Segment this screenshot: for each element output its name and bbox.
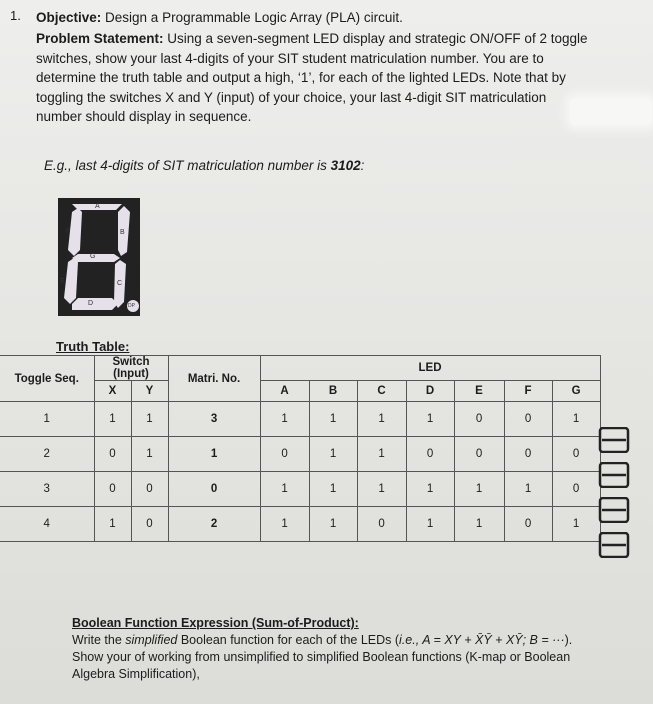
problem-line-3: determine the truth table and output a high, ‘1’, for each of the lighted LEDs. Note that by — [36, 70, 566, 85]
cell-matri: 0 — [168, 472, 260, 507]
header-led-d: D — [406, 381, 454, 402]
sketched-digit-1 — [598, 427, 630, 453]
seven-segment-display — [58, 198, 140, 316]
label-g: G — [90, 253, 96, 260]
problem-line-4: toggling the switches X and Y (input) of your choice, your last 4-digit SIT matriculation — [36, 89, 547, 105]
example-suffix: : — [360, 158, 365, 173]
cell-led-c: 0 — [357, 507, 406, 542]
cell-led-c: 1 — [357, 402, 406, 437]
cell-matri: 2 — [168, 507, 260, 542]
cell-led-a: 1 — [260, 402, 309, 437]
boolean-line1-em: simplified — [125, 633, 178, 647]
cell-led-d: 1 — [406, 507, 454, 542]
label-a: A — [95, 203, 100, 210]
header-switch: Switch (Input) — [94, 356, 168, 381]
problem-label: Problem Statement: — [36, 31, 164, 46]
boolean-line1-prefix: Write the — [72, 633, 126, 647]
cell-seq: 3 — [0, 472, 94, 507]
header-led-f: F — [504, 381, 552, 402]
table-row — [0, 402, 600, 437]
boolean-line1-end: ). — [564, 633, 573, 647]
objective — [36, 8, 636, 27]
cell-led-g: 0 — [552, 437, 600, 472]
cell-seq: 4 — [0, 507, 94, 542]
problem-statement — [36, 29, 636, 127]
label-c: C — [117, 280, 123, 287]
cell-led-f: 1 — [504, 472, 552, 507]
label-dp: DP — [128, 303, 135, 309]
table-row — [0, 437, 600, 472]
cell-x: 1 — [94, 402, 131, 437]
table-row — [0, 472, 600, 507]
table-row — [0, 507, 600, 542]
sketched-digit-4 — [598, 532, 630, 558]
cell-seq: 2 — [0, 437, 94, 472]
cell-led-b: 1 — [309, 402, 357, 437]
cell-y: 1 — [131, 437, 168, 472]
segment-g — [72, 254, 120, 262]
cell-led-g: 0 — [552, 472, 600, 507]
problem-line-1: Using a seven-segment LED display and strategic ON/OFF of 2 toggle — [163, 31, 588, 46]
truth-table — [0, 355, 601, 542]
cell-led-e: 0 — [454, 437, 504, 472]
cell-led-g: 1 — [552, 507, 600, 542]
cell-led-a: 1 — [260, 507, 309, 542]
truth-table-title: Truth Table: — [56, 339, 130, 354]
cell-y: 1 — [131, 402, 168, 437]
cell-led-f: 0 — [504, 402, 552, 437]
header-led-a: A — [260, 381, 309, 402]
header-toggle-seq: Toggle Seq. — [0, 356, 94, 402]
header-matri-no: Matri. No. — [168, 356, 260, 402]
boolean-example: i.e., A = XY + X̄Ȳ + XȲ; B = ··· — [399, 633, 565, 647]
label-d: D — [88, 300, 94, 307]
label-f: F — [66, 228, 71, 235]
problem-line-5: number should display in sequence. — [36, 109, 252, 124]
boolean-instructions — [72, 632, 652, 683]
redacted-area — [570, 98, 652, 125]
question-number: 1. — [10, 8, 21, 23]
header-led-e: E — [454, 381, 504, 402]
cell-matri: 3 — [168, 402, 260, 437]
boolean-line-3: Algebra Simplification), — [72, 667, 200, 681]
header-led-b: B — [309, 381, 357, 402]
cell-led-d: 0 — [406, 437, 454, 472]
cell-led-b: 1 — [309, 472, 357, 507]
cell-led-a: 1 — [260, 472, 309, 507]
header-led-c: C — [357, 381, 406, 402]
cell-led-a: 0 — [260, 437, 309, 472]
seven-segment-graphic — [58, 198, 140, 316]
boolean-title: Boolean Function Expression (Sum-of-Product): — [72, 616, 359, 630]
example-text — [44, 158, 364, 173]
sketched-digit-2 — [598, 462, 630, 488]
cell-matri: 1 — [168, 437, 260, 472]
boolean-line-2: Show your of working from unsimplified to simplified Boolean functions (K-map or Boolean — [72, 650, 571, 664]
objective-label: Objective: — [36, 10, 102, 25]
objective-text: Design a Programmable Logic Array (PLA) circuit. — [101, 10, 403, 25]
header-y: Y — [131, 381, 168, 402]
cell-led-b: 1 — [309, 437, 357, 472]
header-led: LED — [260, 356, 600, 381]
cell-y: 0 — [131, 507, 168, 542]
boolean-line1-suffix: Boolean function for each of the LEDs ( — [177, 633, 400, 647]
cell-led-e: 0 — [454, 402, 504, 437]
cell-led-e: 1 — [454, 507, 504, 542]
cell-led-d: 1 — [406, 402, 454, 437]
cell-led-f: 0 — [504, 507, 552, 542]
cell-x: 0 — [94, 472, 131, 507]
label-b: B — [120, 229, 125, 236]
cell-led-g: 1 — [552, 402, 600, 437]
cell-led-d: 1 — [406, 472, 454, 507]
cell-led-c: 1 — [357, 437, 406, 472]
segment-d — [72, 298, 118, 310]
header-led-g: G — [552, 381, 600, 402]
cell-seq: 1 — [0, 402, 94, 437]
cell-led-f: 0 — [504, 437, 552, 472]
example-number: 3102 — [330, 158, 361, 173]
cell-led-e: 1 — [454, 472, 504, 507]
cell-led-c: 1 — [357, 472, 406, 507]
cell-led-b: 1 — [309, 507, 357, 542]
cell-y: 0 — [131, 472, 168, 507]
header-x: X — [94, 381, 131, 402]
sketched-digit-3 — [598, 497, 630, 523]
example-prefix: E.g., last 4-digits of SIT matriculation number is — [44, 158, 331, 173]
sketched-digits — [598, 427, 634, 567]
problem-line-2: switches, show your last 4-digits of your SIT student matriculation number. You are to — [36, 50, 544, 66]
label-e: E — [60, 278, 65, 285]
cell-x: 1 — [94, 507, 131, 542]
cell-x: 0 — [94, 437, 131, 472]
